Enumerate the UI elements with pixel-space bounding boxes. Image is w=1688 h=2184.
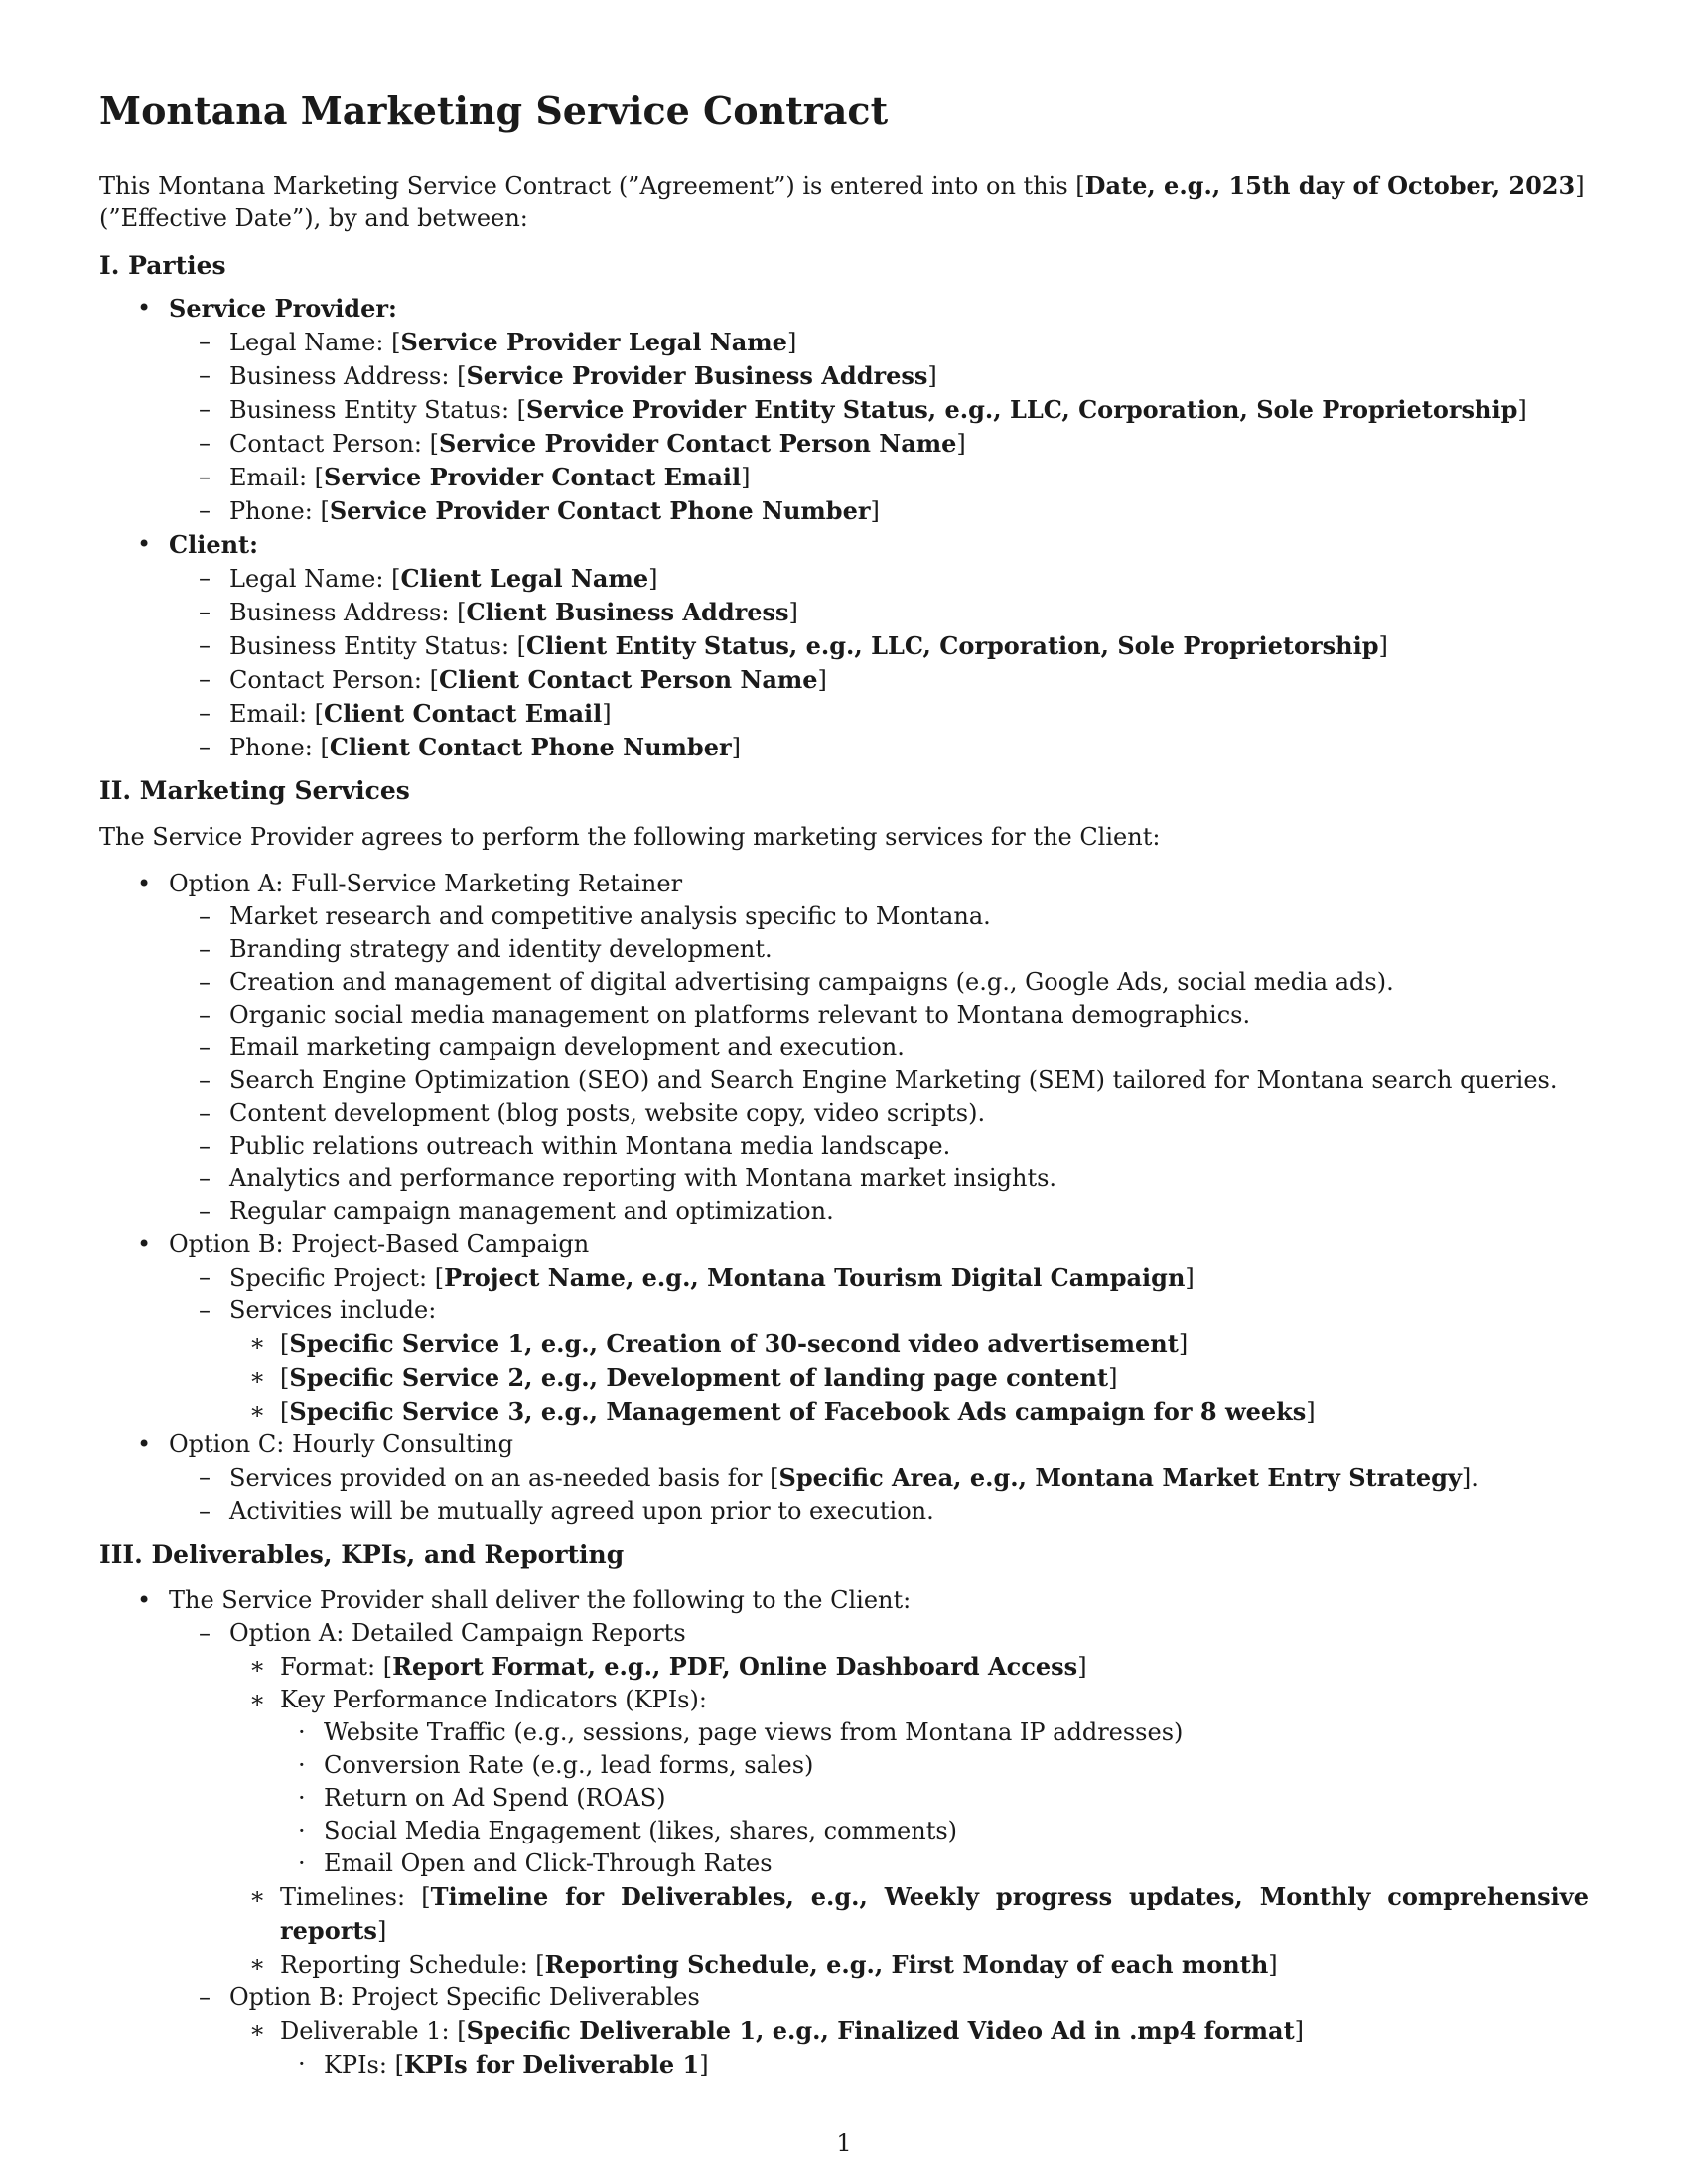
list-item: · KPIs: [KPIs for Deliverable 1] bbox=[280, 2048, 1589, 2082]
list-item: – Search Engine Optimization (SEO) and Search Engine Marketing (SEM) tailored for Montana search queries. bbox=[169, 1064, 1589, 1097]
list-item: · Social Media Engagement (likes, shares, comments) bbox=[280, 1815, 1589, 1847]
list-item: – Public relations outreach within Montana media landscape. bbox=[169, 1130, 1589, 1162]
option-a-items bbox=[169, 900, 1589, 1228]
list-item: – Activities will be mutually agreed upon prior to execution. bbox=[169, 1495, 1589, 1528]
list-item: · Return on Ad Spend (ROAS) bbox=[280, 1782, 1589, 1815]
intro-paragraph bbox=[99, 169, 1589, 235]
list-item: – Specific Project: [Project Name, e.g., Montana Tourism Digital Campaign] bbox=[169, 1261, 1589, 1295]
list-item: ∗ Reporting Schedule: [Reporting Schedule, e.g., First Monday of each month] bbox=[229, 1948, 1589, 1981]
kpi-list bbox=[280, 1716, 1589, 1880]
list-item: ∗ Timelines: [Timeline for Deliverables, e.g., Weekly progress updates, Monthly comprehensive reports] bbox=[229, 1880, 1589, 1948]
field-value: Service Provider Business Address bbox=[466, 361, 928, 390]
field-value: Client Business Address bbox=[466, 598, 789, 626]
option-b-label: Option B: Project Specific Deliverables bbox=[229, 1983, 700, 2011]
list-item bbox=[169, 1981, 1589, 2082]
field-label: Services include: bbox=[229, 1297, 437, 1324]
list-item: – Phone: [Client Contact Phone Number] bbox=[169, 731, 1589, 764]
option-c-label: Option C: Hourly Consulting bbox=[169, 1431, 514, 1458]
list-item: – Contact Person: [Client Contact Person Name] bbox=[169, 663, 1589, 697]
list-item: – Organic social media management on platforms relevant to Montana demographics. bbox=[169, 999, 1589, 1031]
field-label: Services provided on an as-needed basis for [ bbox=[229, 1464, 779, 1492]
services-intro: The Service Provider agrees to perform the following marketing services for the Client: bbox=[99, 823, 1161, 851]
list-item: – Market research and competitive analysis specific to Montana. bbox=[169, 900, 1589, 933]
page-number: 1 bbox=[836, 2129, 852, 2157]
list-item: – Legal Name: [Client Legal Name] bbox=[169, 562, 1589, 596]
field-label: Business Address: bbox=[229, 362, 450, 390]
list-item: – Analytics and performance reporting with Montana market insights. bbox=[169, 1162, 1589, 1195]
parties-list bbox=[99, 292, 1589, 764]
list-item bbox=[99, 1584, 1589, 2082]
option-b-label: Option B: Project-Based Campaign bbox=[169, 1230, 590, 1258]
list-item: – Email marketing campaign development and execution. bbox=[169, 1031, 1589, 1064]
section-heading-services: II. Marketing Services bbox=[99, 776, 410, 805]
list-item bbox=[99, 528, 1589, 764]
client-fields bbox=[169, 562, 1589, 764]
list-item: – Email: [Client Contact Email] bbox=[169, 697, 1589, 731]
option-a-label: Option A: Detailed Campaign Reports bbox=[229, 1619, 686, 1647]
field-label: Key Performance Indicators (KPIs): bbox=[280, 1686, 707, 1713]
field-value: Client Contact Email bbox=[324, 699, 603, 728]
field-label: Deliverable 1: bbox=[280, 2017, 450, 2045]
intro-prefix: This Montana Marketing Service Contract (”Agreement”) is entered into on this [ bbox=[99, 172, 1085, 200]
list-item bbox=[229, 1684, 1589, 1880]
field-value: Service Provider Entity Status, e.g., LLC, Corporation, Sole Proprietorship bbox=[526, 395, 1518, 424]
field-value: Client Contact Phone Number bbox=[329, 733, 732, 761]
field-label: Business Entity Status: bbox=[229, 632, 510, 660]
option-a-deliverables bbox=[229, 1650, 1589, 1981]
field-label: Business Entity Status: bbox=[229, 396, 510, 424]
field-label: KPIs: bbox=[324, 2051, 387, 2079]
field-value: Specific Deliverable 1, e.g., Finalized Video Ad in .mp4 format bbox=[466, 2016, 1295, 2045]
field-value: Client Legal Name bbox=[400, 564, 649, 593]
field-label: Contact Person: bbox=[229, 430, 422, 458]
field-value: Specific Area, e.g., Montana Market Entry Strategy bbox=[778, 1463, 1462, 1492]
list-item bbox=[99, 1429, 1589, 1528]
list-item: ∗ Deliverable 1: [Specific Deliverable 1, e.g., Finalized Video Ad in .mp4 format] · KPIs: [KPIs for Deliverable 1] bbox=[229, 2014, 1589, 2082]
field-label: Contact Person: bbox=[229, 666, 422, 694]
list-item bbox=[99, 1228, 1589, 1429]
list-item bbox=[169, 1461, 1589, 1495]
services-list bbox=[99, 868, 1589, 1528]
list-item bbox=[169, 1295, 1589, 1429]
field-label: Business Address: bbox=[229, 599, 450, 626]
field-value: Client Entity Status, e.g., LLC, Corporation, Sole Proprietorship bbox=[526, 631, 1379, 660]
provider-fields bbox=[169, 326, 1589, 528]
field-value: Service Provider Contact Email bbox=[324, 463, 742, 491]
field-value: Specific Service 2, e.g., Development of landing page content bbox=[289, 1363, 1109, 1392]
field-suffix: ]. bbox=[1461, 1464, 1478, 1492]
deliverables-options bbox=[169, 1617, 1589, 2082]
field-value: Reporting Schedule, e.g., First Monday of each month bbox=[544, 1950, 1269, 1979]
list-item bbox=[169, 1617, 1589, 1981]
field-label: Phone: bbox=[229, 734, 313, 761]
list-item: – Branding strategy and identity development. bbox=[169, 933, 1589, 966]
list-item: · Email Open and Click-Through Rates bbox=[280, 1847, 1589, 1880]
client-label: Client: bbox=[169, 530, 258, 559]
field-label: Email: bbox=[229, 700, 308, 728]
field-value: Service Provider Contact Person Name bbox=[439, 429, 957, 458]
list-item: – Phone: [Service Provider Contact Phone Number] bbox=[169, 494, 1589, 528]
list-item: · Conversion Rate (e.g., lead forms, sales) bbox=[280, 1749, 1589, 1782]
list-item: – Email: [Service Provider Contact Email] bbox=[169, 461, 1589, 494]
list-item: ∗ [Specific Service 1, e.g., Creation of 30-second video advertisement] bbox=[229, 1327, 1589, 1361]
field-label: Legal Name: bbox=[229, 329, 384, 356]
option-b-items bbox=[169, 1261, 1589, 1429]
field-label: Reporting Schedule: bbox=[280, 1951, 528, 1979]
option-c-items bbox=[169, 1461, 1589, 1528]
document-title: Montana Marketing Service Contract bbox=[99, 88, 889, 133]
deliverable-kpis bbox=[280, 2048, 1589, 2082]
list-item: – Content development (blog posts, website copy, video scripts). bbox=[169, 1097, 1589, 1130]
section-heading-deliverables: III. Deliverables, KPIs, and Reporting bbox=[99, 1540, 625, 1569]
list-item: – Business Entity Status: [Service Provider Entity Status, e.g., LLC, Corporation, Sole Proprietorship] bbox=[169, 393, 1589, 427]
option-a-label: Option A: Full-Service Marketing Retainer bbox=[169, 870, 683, 897]
field-label: Timelines: bbox=[280, 1883, 406, 1911]
option-b-deliverables bbox=[229, 2014, 1589, 2082]
deliverables-list bbox=[99, 1584, 1589, 2082]
field-value: Client Contact Person Name bbox=[439, 665, 818, 694]
list-item: – Legal Name: [Service Provider Legal Name] bbox=[169, 326, 1589, 359]
intro-suffix: ] (”Effective Date”), by and between: bbox=[99, 172, 1585, 232]
list-item: ∗ [Specific Service 2, e.g., Development of landing page content] bbox=[229, 1361, 1589, 1395]
option-b-services bbox=[229, 1327, 1589, 1429]
field-value: Timeline for Deliverables, e.g., Weekly progress updates, Monthly comprehensive reports bbox=[280, 1882, 1589, 1945]
list-item: ∗ Format: [Report Format, e.g., PDF, Online Dashboard Access] bbox=[229, 1650, 1589, 1684]
deliverables-intro: The Service Provider shall deliver the following to the Client: bbox=[169, 1586, 912, 1614]
list-item bbox=[99, 868, 1589, 1228]
section-heading-parties: I. Parties bbox=[99, 251, 226, 280]
date-placeholder: Date, e.g., 15th day of October, 2023 bbox=[1084, 171, 1576, 200]
contract-page bbox=[99, 87, 1589, 2082]
field-value: Service Provider Contact Phone Number bbox=[329, 496, 871, 525]
field-label: Legal Name: bbox=[229, 565, 384, 593]
field-label: Phone: bbox=[229, 497, 313, 525]
field-value: Report Format, e.g., PDF, Online Dashboard Access bbox=[392, 1652, 1078, 1681]
field-label: Email: bbox=[229, 464, 308, 491]
field-label: Format: bbox=[280, 1653, 376, 1681]
list-item: – Creation and management of digital advertising campaigns (e.g., Google Ads, social media ads). bbox=[169, 966, 1589, 999]
list-item: ∗ [Specific Service 3, e.g., Management of Facebook Ads campaign for 8 weeks] bbox=[229, 1395, 1589, 1429]
field-value: Project Name, e.g., Montana Tourism Digital Campaign bbox=[444, 1263, 1186, 1292]
list-item: – Business Entity Status: [Client Entity Status, e.g., LLC, Corporation, Sole Proprietorship] bbox=[169, 629, 1589, 663]
list-item: – Business Address: [Service Provider Business Address] bbox=[169, 359, 1589, 393]
field-value: KPIs for Deliverable 1 bbox=[403, 2050, 700, 2079]
field-value: Service Provider Legal Name bbox=[400, 328, 787, 356]
field-label: Specific Project: bbox=[229, 1264, 428, 1292]
list-item: – Business Address: [Client Business Address] bbox=[169, 596, 1589, 629]
field-value: Specific Service 1, e.g., Creation of 30-second video advertisement bbox=[289, 1329, 1179, 1358]
field-value: Specific Service 3, e.g., Management of Facebook Ads campaign for 8 weeks bbox=[289, 1397, 1307, 1426]
list-item: – Regular campaign management and optimization. bbox=[169, 1195, 1589, 1228]
provider-label: Service Provider: bbox=[169, 294, 397, 323]
list-item bbox=[99, 292, 1589, 528]
list-item: – Contact Person: [Service Provider Contact Person Name] bbox=[169, 427, 1589, 461]
list-item: · Website Traffic (e.g., sessions, page views from Montana IP addresses) bbox=[280, 1716, 1589, 1749]
